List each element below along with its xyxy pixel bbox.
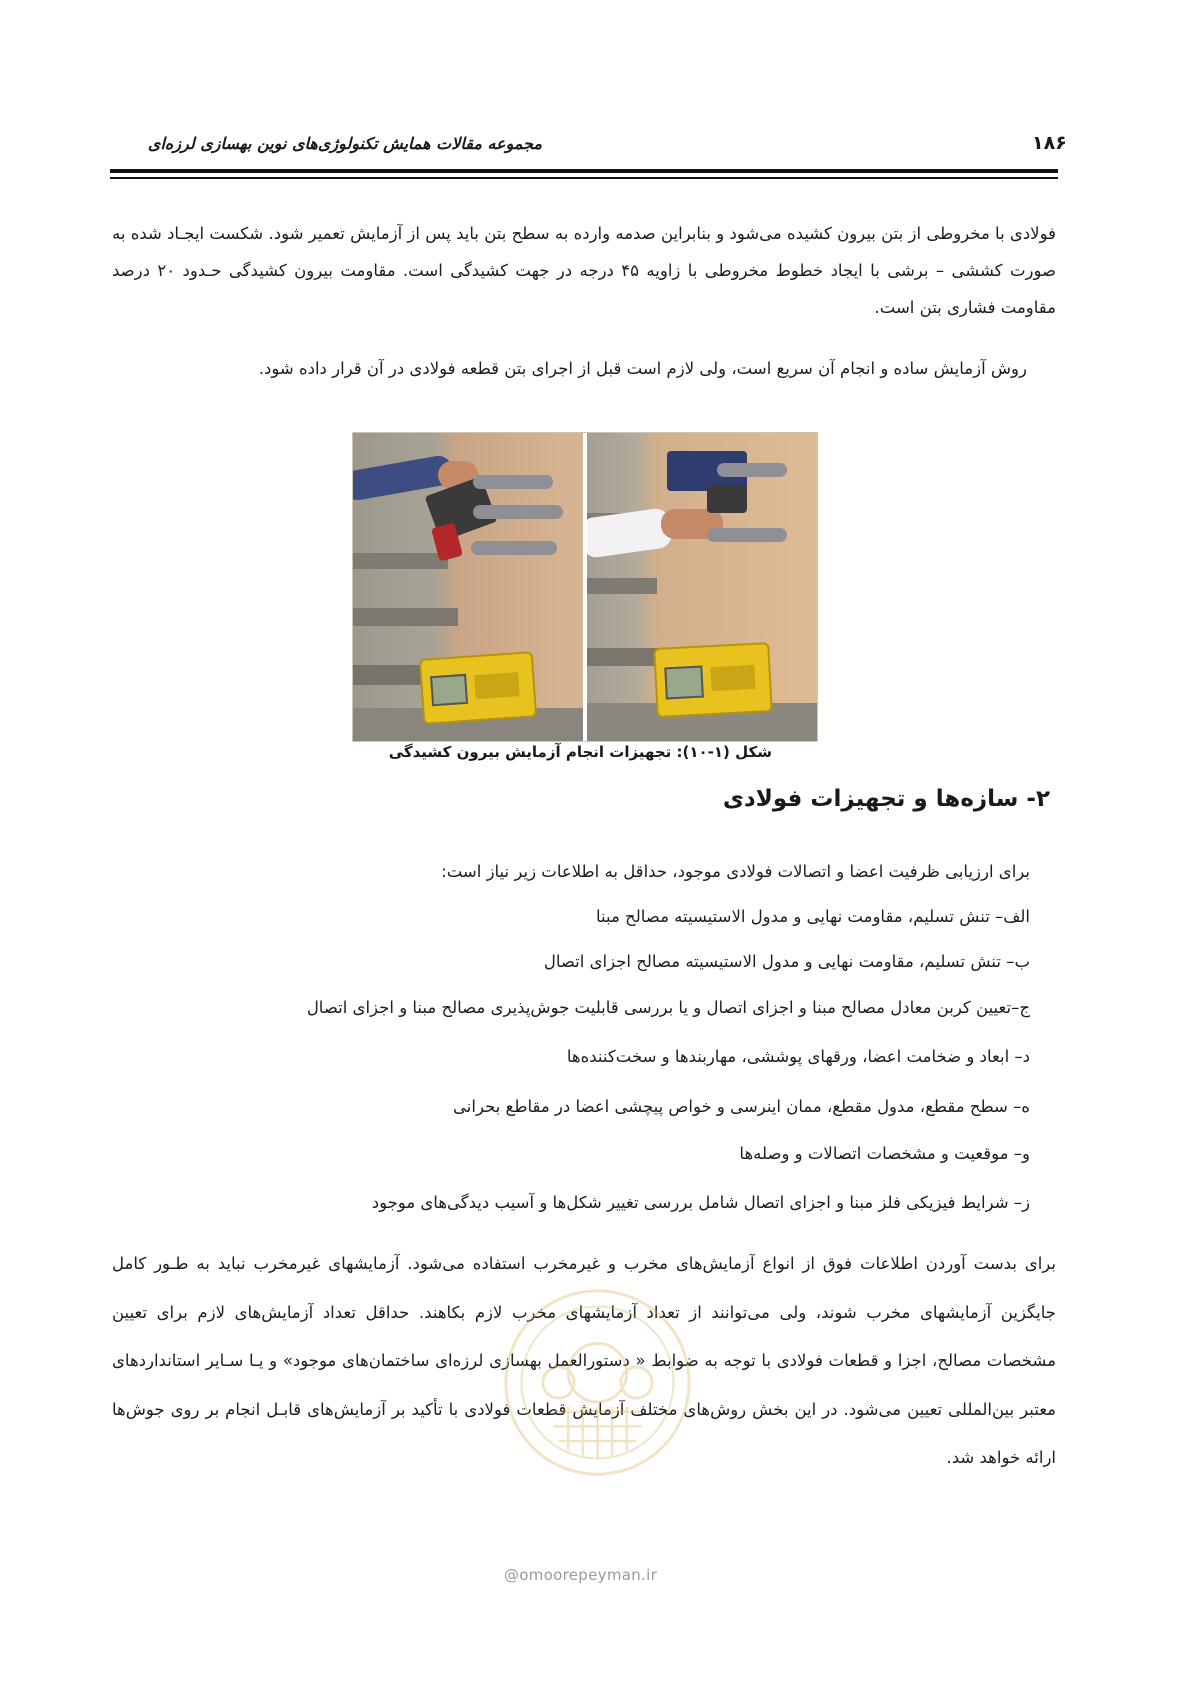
photo-pullout-test-left: [353, 433, 583, 741]
photo-pullout-test-right: [587, 433, 817, 741]
running-header-title: مجموعه مقالات همایش تکنولوژی‌های نوین بهسازی لرزه‌ای: [147, 134, 542, 153]
list-item: و– موقعیت و مشخصات اتصالات و وصله‌ها: [739, 1144, 1030, 1163]
list-item: ه– سطح مقطع، مدول مقطع، ممان اینرسی و خواص پیچشی اعضا در مقاطع بحرانی: [453, 1097, 1030, 1116]
section-intro: برای ارزیابی ظرفیت اعضا و اتصالات فولادی موجود، حداقل به اطلاعات زیر نیاز است:: [441, 862, 1030, 881]
list-item: د– ابعاد و ضخامت اعضا، ورقهای پوششی، مهاربندها و سخت‌کننده‌ها: [566, 1047, 1030, 1066]
paragraph-test-method: روش آزمایش ساده و انجام آن سریع است، ولی لازم است قبل از اجرای بتن قطعه فولادی در آن قرار داده شود.: [258, 359, 1027, 378]
list-item: ز– شرایط فیزیکی فلز مبنا و اجزای اتصال شامل بررسی تغییر شکل‌ها و آسیب دیدگی‌های موجود: [371, 1193, 1030, 1212]
paragraph-testing-methods: برای بدست آوردن اطلاعات فوق از انواع آزمایش‌های مخرب و غیرمخرب استفاده می‌شود. آزمایشهای غیرمخرب نباید به طـور کامل جایگزین آزمایشهای مخرب شوند، ولی می‌توانند از تعداد آزمایشهای مخرب لازم بکاهند. حداقل تعداد آزمایش‌های لازم برای تعیین مشخصات مصالح، اجزا و قطعات فولادی با توجه به ضوابط « دستورالعمل بهسازی لرزه‌ای ساختمان‌های موجود» و یـا سـایر استانداردهای معتبر بین‌المللی تعیین می‌شود. در این بخش روش‌های مختلف آزمایش قطعات فولادی با تأکید بر آزمایش‌های قابـل انجام بر روی جوش‌ها ارائه خواهد شد.: [112, 1254, 1056, 1467]
paragraph-pullout-failure: فولادی با مخروطی از بتن بیرون کشیده می‌شود و بنابراین صدمه وارده به سطح بتن باید پس از آزمایش تعمیر شود. شکست ایجـاد شده به صورت کششی – برشی با ایجاد خطوط مخروطی با زاویه ۴۵ درجه در جهت کشیدگی است. مقاومت بیرون کشیدگی حـدود ۲۰ درصد مقاومت فشاری بتن است.: [112, 224, 1056, 317]
list-item: الف– تنش تسلیم، مقاومت نهایی و مدول الاستیسیته مصالح مبنا: [595, 907, 1030, 926]
list-item: ب– تنش تسلیم، مقاومت نهایی و مدول الاستیسیته مصالح اجزای اتصال: [543, 952, 1030, 971]
figure-caption: شکل (۱-۱۰): تجهیزات انجام آزمایش بیرون کشیدگی: [388, 743, 772, 761]
page-number: ۱۸۶: [1032, 132, 1067, 154]
list-item: ج–تعیین کربن معادل مصالح مبنا و اجزای اتصال و یا بررسی قابلیت جوش‌پذیری مصالح مبنا و اجزای اتصال: [306, 998, 1030, 1017]
section-heading: ۲- سازه‌ها و تجهیزات فولادی: [722, 786, 1050, 812]
header-rule-thin: [110, 177, 1058, 179]
header-rule-thick: [110, 169, 1058, 173]
watermark-seal: [500, 1285, 695, 1480]
figure-pullout-equipment: [352, 432, 818, 742]
watermark-url: @omoorepeyman.ir: [504, 1566, 658, 1584]
